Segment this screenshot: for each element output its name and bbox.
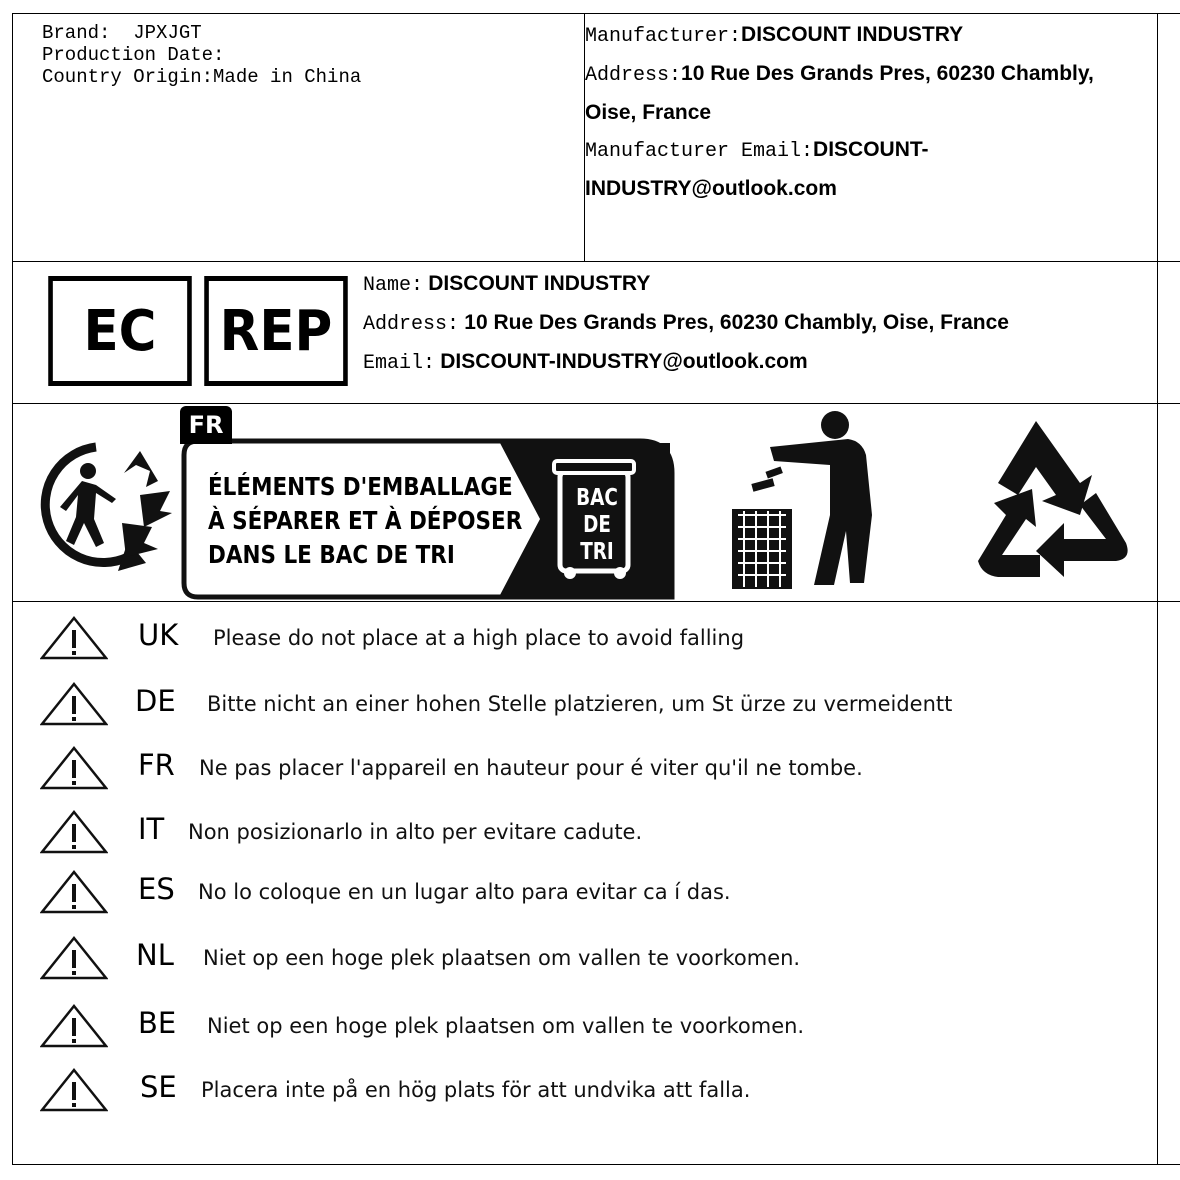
warning-text: Bitte nicht an einer hohen Stelle platzieren, um St ürze zu vermeidentt — [207, 692, 953, 716]
warning-item — [40, 1066, 1150, 1116]
row2-divider — [12, 403, 1180, 404]
address-value-line2: Oise, France — [585, 101, 712, 124]
warning-text: Placera inte på en hög plats för att undvika att falla. — [201, 1078, 751, 1102]
warning-item — [40, 808, 1150, 858]
production-date-line — [42, 44, 361, 66]
warning-triangle-icon — [40, 1066, 108, 1114]
warning-text: Ne pas placer l'appareil en hauteur pour é viter qu'il ne tombe. — [199, 756, 863, 780]
warning-triangle-icon — [40, 680, 108, 728]
warning-item — [40, 868, 1150, 918]
bin-label-line1: BAC — [576, 485, 618, 511]
warning-lang-code: BE — [138, 1006, 177, 1040]
brand-line — [42, 22, 361, 44]
warning-item — [40, 1002, 1150, 1052]
row1-divider — [12, 261, 1180, 262]
warning-item — [40, 934, 1150, 984]
warning-triangle-icon — [40, 934, 108, 982]
warning-lang-code: SE — [140, 1070, 177, 1104]
bottom-border — [12, 1164, 1180, 1165]
brand-label: Brand: — [42, 22, 111, 44]
warning-triangle-icon — [40, 1002, 108, 1050]
bin-label — [575, 485, 618, 566]
warning-text: Niet op een hoge plek plaatsen om vallen te voorkomen. — [207, 1014, 805, 1038]
ec-rep-name-label: Name: — [363, 274, 424, 297]
ec-rep-logo — [40, 276, 354, 384]
ec-rep-email-line — [363, 343, 1009, 382]
top-border — [12, 13, 1180, 14]
brand-value: JPXJGT — [133, 22, 202, 44]
warning-text: Please do not place at a high place to avoid falling — [213, 626, 745, 650]
info-tri-line2: À SÉPARER ET À DÉPOSER — [208, 506, 523, 535]
address-line — [585, 55, 1145, 94]
ec-rep-info — [363, 265, 1009, 382]
origin-label: Country Origin: — [42, 66, 214, 88]
warning-lang-code: DE — [135, 684, 176, 718]
info-tri-line1: ÉLÉMENTS D'EMBALLAGE — [208, 472, 513, 501]
warning-text: No lo coloque en un lugar alto para evitar ca í das. — [198, 880, 731, 904]
manufacturer-label: Manufacturer: — [585, 25, 742, 48]
manufacturer-email-label: Manufacturer Email: — [585, 140, 814, 163]
address-line-2 — [585, 94, 1145, 131]
warning-lang-code: ES — [138, 872, 175, 906]
warning-triangle-icon — [40, 808, 108, 856]
production-date-label: Production Date: — [42, 44, 225, 66]
left-border — [12, 13, 13, 1165]
address-label: Address: — [585, 64, 682, 87]
warning-lang-code: FR — [138, 748, 175, 782]
ec-rep-address: 10 Rue Des Grands Pres, 60230 Chambly, Oise, France — [464, 311, 1009, 334]
right-border — [1157, 13, 1158, 1165]
warning-lang-code: NL — [136, 938, 174, 972]
manufacturer-info — [585, 16, 1145, 207]
triman-icon — [45, 447, 172, 571]
origin-value: Made in China — [213, 66, 362, 88]
warning-triangle-icon — [40, 744, 108, 792]
ec-rep-name-line — [363, 265, 1009, 304]
fr-tag: FR — [180, 406, 232, 444]
ec-rep-name: DISCOUNT INDUSTRY — [428, 272, 651, 295]
email-line — [585, 131, 1145, 170]
warning-lang-code: IT — [138, 812, 165, 846]
warning-triangle-icon — [40, 614, 108, 662]
manufacturer-email-line1: DISCOUNT- — [813, 138, 929, 161]
ec-rep-logo-rep: REP — [204, 276, 348, 386]
bin-label-line2: DE — [583, 512, 611, 538]
ec-rep-address-label: Address: — [363, 313, 460, 336]
bin-label-line3: TRI — [580, 539, 614, 565]
address-value-line1: 10 Rue Des Grands Pres, 60230 Chambly, — [681, 62, 1094, 85]
warning-item — [40, 744, 1150, 794]
tidy-man-icon — [732, 411, 872, 589]
info-tri-text — [208, 470, 522, 572]
ec-rep-address-line — [363, 304, 1009, 343]
warning-lang-code: UK — [138, 618, 179, 652]
ec-rep-logo-ec: EC — [48, 276, 192, 386]
origin-line — [42, 66, 361, 88]
ec-rep-email-label: Email: — [363, 352, 436, 375]
email-line-2 — [585, 170, 1145, 207]
warning-item — [40, 680, 1150, 730]
manufacturer-line — [585, 16, 1145, 55]
manufacturer-name: DISCOUNT INDUSTRY — [741, 23, 964, 46]
warning-triangle-icon — [40, 868, 108, 916]
product-info — [42, 22, 361, 88]
warning-item — [40, 614, 1150, 664]
manufacturer-email-line2: INDUSTRY@outlook.com — [585, 177, 837, 200]
row3-divider — [12, 601, 1180, 602]
ec-rep-email: DISCOUNT-INDUSTRY@outlook.com — [440, 350, 808, 373]
warning-text: Non posizionarlo in alto per evitare cadute. — [188, 820, 643, 844]
recycle-triangle-icon — [978, 421, 1128, 577]
info-tri-line3: DANS LE BAC DE TRI — [208, 540, 455, 569]
warning-text: Niet op een hoge plek plaatsen om vallen te voorkomen. — [203, 946, 801, 970]
